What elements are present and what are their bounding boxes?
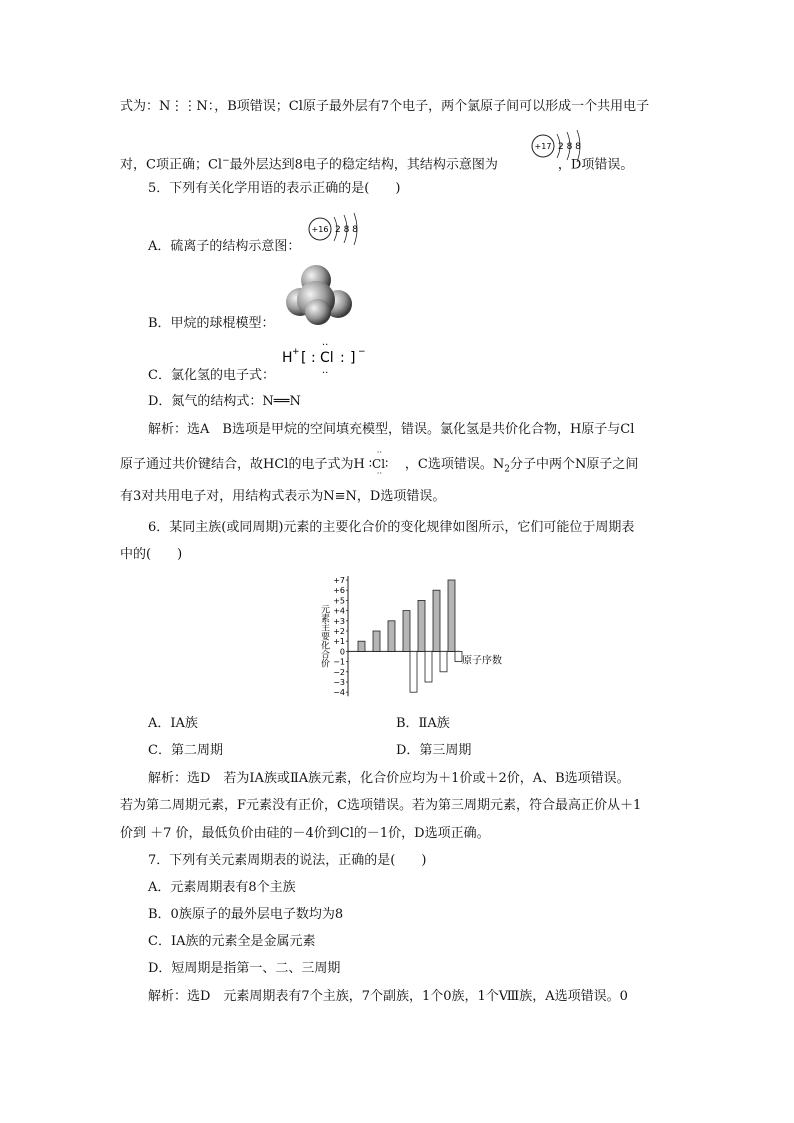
inline-dots-bottom: ·· <box>376 469 383 478</box>
question-5-stem: 5．下列有关化学用语的表示正确的是( ) <box>148 181 401 196</box>
text-line-2c: ，D项错误。 <box>557 157 634 173</box>
answer-6-line-2: 若为第二周期元素，F元素没有正价，C选项错误。若为第三周期元素，符合最高正价从＋1 <box>120 798 642 813</box>
subscript-2: 2 <box>504 464 510 475</box>
x-axis-label: 原子序数 <box>462 655 502 667</box>
formula-cl: Cl <box>320 350 334 366</box>
answer-5-line-2 <box>120 448 639 479</box>
y-tick-label: 0 <box>339 647 345 657</box>
y-tick-label: +3 <box>333 616 345 626</box>
question-7-option-a: A．元素周期表有8个主族 <box>148 880 296 895</box>
question-6-option-c: C．第二周期 <box>148 743 223 758</box>
question-5-option-d: D．氮气的结构式：N══N <box>148 394 301 409</box>
answer-5-line-2b: ，C选项错误。N <box>404 457 505 472</box>
y-tick-label: −3 <box>333 678 345 687</box>
question-6-option-d: D．第三周期 <box>396 743 472 758</box>
answer-6-line-1: 解析：选D 若为ⅠA族或ⅡA族元素，化合价应均为＋1价或＋2价，A、B选项错误。 <box>148 771 630 786</box>
inline-cl: ∶Cl∶ <box>368 457 389 471</box>
y-tick-label: +5 <box>333 596 345 606</box>
question-6-stem-line-1: 6．某同主族(或同周期)元素的主要化合价的变化规律如图所示，它们可能位于周期表 <box>148 520 635 535</box>
hcl-ionic-formula-figure <box>280 340 390 380</box>
formula-dots-bottom: ·· <box>322 368 329 379</box>
question-7-option-d: D．短周期是指第一、二、三周期 <box>148 961 341 976</box>
y-tick-label: +2 <box>333 627 345 636</box>
y-tick-label: −4 <box>333 688 345 698</box>
y-tick-label: −2 <box>333 667 345 677</box>
question-6-option-a: A．ⅠA族 <box>148 716 198 731</box>
hcl-inline-formula <box>368 448 405 478</box>
formula-colon-left: : <box>311 350 316 366</box>
y-axis-label: 元素主要化合价 <box>319 604 329 668</box>
positive-valence-bar <box>448 580 455 651</box>
formula-plus: + <box>292 347 300 357</box>
formula-minus: − <box>358 347 366 357</box>
question-7-option-c: C．ⅠA族的元素全是金属元素 <box>148 934 316 949</box>
positive-valence-bar <box>418 600 425 651</box>
negative-valence-bar <box>440 651 447 671</box>
question-6-option-b: B．ⅡA族 <box>396 716 450 731</box>
formula-colon-right: : <box>340 350 345 366</box>
s-ion-structure-diagram <box>304 210 368 250</box>
question-7-option-b: B．0族原子的最外层电子数均为8 <box>148 907 344 922</box>
hydrogen-ball-front <box>305 299 331 325</box>
answer-6-line-3: 价到 ＋7 价，最低负价由硅的－4价到Cl的－1价，D选项正确。 <box>120 826 490 841</box>
positive-valence-bar <box>433 590 440 651</box>
s-shell-electrons: 2 8 8 <box>335 225 358 235</box>
negative-valence-bar <box>455 651 462 661</box>
question-7-stem: 7．下列有关元素周期表的说法，正确的是( ) <box>148 853 427 868</box>
question-6-stem-line-2: 中的( ) <box>120 547 183 562</box>
cl-ion-structure-diagram <box>527 124 591 164</box>
formula-dots-top: ·· <box>322 340 329 351</box>
inline-dots-top: ·· <box>376 448 383 457</box>
answer-5-line-2c: 分子中两个N原子之间 <box>509 457 639 472</box>
y-tick-label: +7 <box>333 576 345 585</box>
valence-chart <box>314 570 514 702</box>
y-tick-label: +6 <box>333 586 345 596</box>
formula-right-bracket: ] <box>350 350 356 366</box>
cl-shell-electrons: 2 8 8 <box>558 142 581 152</box>
question-5-option-a: A．硫离子的结构示意图： <box>148 239 301 254</box>
question-5-option-b: B．甲烷的球棍模型： <box>148 316 275 331</box>
negative-valence-bar <box>410 651 417 692</box>
positive-valence-bar <box>388 621 395 652</box>
positive-valence-bar <box>403 611 410 652</box>
superscript-minus: − <box>222 156 230 166</box>
s-nucleus-label: +16 <box>311 225 329 234</box>
formula-h: H <box>282 350 293 366</box>
cl-nucleus-label: +17 <box>534 142 552 151</box>
answer-5-line-3: 有3对共用电子对，用结构式表示为N≡N，D选项错误。 <box>120 489 446 504</box>
answer-5-line-1: 解析：选A B选项是甲烷的空间填充模型，错误。氯化氢是共价化合物，H原子与Cl <box>148 422 635 437</box>
negative-valence-bar <box>425 651 432 682</box>
y-tick-label: −1 <box>333 657 345 667</box>
text-line-1: 式为：N⋮⋮N：，B项错误；Cl原子最外层有7个电子，两个氯原子间可以形成一个共用电子 <box>120 99 650 114</box>
y-tick-label: +1 <box>333 637 345 647</box>
answer-7-line-1: 解析：选D 元素周期表有7个主族，7个副族，1个0族，1个Ⅷ族，A选项错误。0 <box>148 989 628 1004</box>
question-5-option-c: C．氯化氢的电子式： <box>148 368 275 383</box>
text-line-2a: 对，C项正确；Cl <box>120 157 223 173</box>
methane-space-filling-model <box>282 262 358 328</box>
y-tick-label: +4 <box>333 606 345 616</box>
answer-5-line-2a: 原子通过共价键结合，故HCl的电子式为H <box>120 457 365 472</box>
positive-valence-bar <box>373 631 380 651</box>
text-line-2b: 最外层达到8电子的稳定结构，其结构示意图为 <box>229 157 498 173</box>
positive-valence-bar <box>358 641 365 651</box>
formula-left-bracket: [ <box>301 350 307 366</box>
